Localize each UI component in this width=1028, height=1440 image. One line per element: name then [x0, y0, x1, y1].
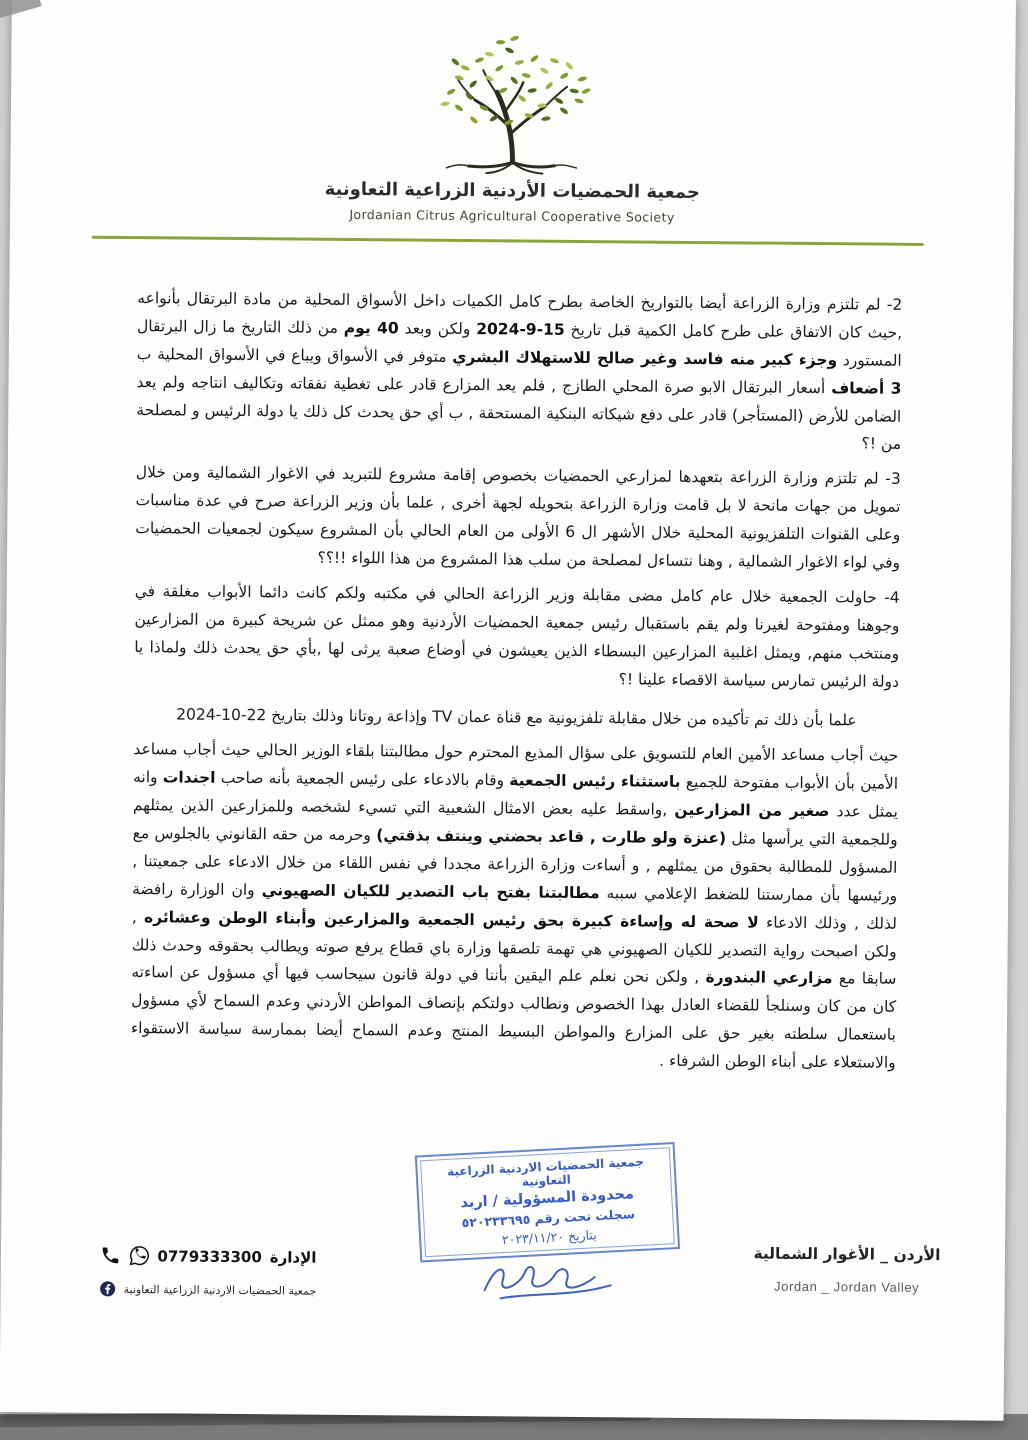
paragraph: حيث أجاب مساعد الأمين العام للتسويق على سؤال المذيع المحترم حول مطالبتنا بلقاء الوزير الحالي حيث أجاب مساعد الأمين بأن الأبواب مفتوحة للجميع باستثناء رئيس الجمعية وقام بالادعاء على رئيس الجمعية بأنه صاحب اجندات وانه يمثل عدد صغير من المزارعين ,واسقط عليه بعض الامثال الشعبية التي تسيء لشخصه وللمزارعين الذين يمثلهم وللجمعية التي يرأسها مثل (عنزة ولو طارت , قاعد بحضني وينتف بذقتي) وحرمه من حقه القانوني بالجلوس مع المسؤول للمطالبة بحقوق من يمثلهم , و أساءت وزارة الزراعة مجددا في نفس اللقاء من خلال الادعاء على جمعيتنا , ورئيسها بأن ممارستنا للضغط الإعلامي سببه مطالبتنا بفتح باب التصدير للكيان الصهيوني وان الوزارة رافضة لذلك , وذلك الادعاء لا صحة له وإساءة كبيرة بحق رئيس الجمعية والمزارعين وأبناء الوطن وعشائره , ولكن اصبحت رواية التصدير للكيان الصهيوني هي تهمة تلصقها وزارة باي قطاع يرفع صوته ويطالب بحقوقه وحدث ذلك سابقا مع مزارعي البندورة , ولكن نحن نعلم علم اليقين بأننا في دولة قانون سيحاسب فيها أي مسؤول عن اساءته كان من كان وسنلجأ للقضاء العادل بهذا الخصوص ونطالب دولتكم بإنصاف المواطن الأردني وعدم السماح لأي مسؤول باستعمال سلطته بغير حق على المزارع والمواطن البسيط المنتج وعدم السماح أيضا بممارسة سياسة الاستقواء والاستعلاء على أبناء الوطن الشرفاء .	[130, 740, 899, 1072]
whatsapp-icon	[128, 1245, 149, 1266]
registration-stamp	[415, 1142, 680, 1262]
footer-contact-block	[99, 1245, 317, 1300]
body-paragraphs	[3, 238, 1014, 1079]
stamp-registration-number: سجلت تحت رقم ٥٢٠٢٣٣٦٩٥	[461, 1206, 636, 1231]
stamp-inner-border	[420, 1147, 675, 1257]
phone-number: 0779333300	[157, 1246, 262, 1266]
letterhead	[10, 0, 1016, 247]
footer-location-block	[747, 1244, 947, 1295]
facebook-page-label: جمعية الحمضيات الاردنية الزراعية التعاونية	[123, 1282, 317, 1298]
paragraph: علما بأن ذلك تم تأكيده من خلال مقابلة تلفزيونية مع قناة عمان TV وإذاعة روتانا وذلك بتاريخ 22-10-2024	[176, 705, 857, 730]
paragraph: 4- حاولت الجمعية خلال عام كامل مضى مقابلة وزير الزراعة الحالي في مكتبه ولكم كانت دائما الأبواب مغلقة في وجوهنا ومفتوحة لغيرنا ولم يقم باستقبال رئيس جمعية الحمضيات الأردنية وهو ممثل عن شريحة كبيرة من المزارعين ومنتخب منهم, ويمثل اغلبية المزارعين البسطاء الذين يعيشون في أوضاع صعبة يرثى لها ,بأي حق يحدث ذلك ولماذا يا دولة الرئيس تمارس سياسة الاقصاء علينا !؟	[134, 582, 900, 691]
footer-phone-row	[99, 1245, 317, 1268]
location-arabic: الأردن _ الأغوار الشمالية	[753, 1244, 941, 1265]
society-title-arabic: جمعية الحمضيات الأردنية الزراعية التعاونية	[324, 178, 700, 204]
facebook-icon	[99, 1280, 117, 1298]
society-title-english: Jordanian Citrus Agricultural Cooperative Society	[349, 206, 675, 225]
paragraph: 3- لم تلتزم وزارة الزراعة بتعهدها لمزارعي الحمضيات بخصوص إقامة مشروع للتبريد في الاغوار الشمالية ومن خلال تمويل من جهات مانحة لا بل قامت وزارة الزراعة بتحويله لجهة أخرى , علما بأن وزير الزراعة صرح في عدة مناسبات وعلى القنوات التلفزيونية المحلية خلال الأشهر ال 6 الأولى من العام الحالي بأن المشروع سيكون لجمعيات الحمضيات وفي لواء الاغوار الشمالية , وهنا نتساءل لمصلحة من سلب هذا المشروع من هذا اللواء !!؟؟	[135, 463, 901, 572]
admin-label: الإدارة	[269, 1247, 317, 1267]
stamp-liability-line: محدودة المسؤولية / اربد	[460, 1186, 635, 1212]
footer-facebook-row	[99, 1280, 317, 1300]
paragraph: 2- لم تلتزم وزارة الزراعة أيضا بالتواريخ الخاصة بطرح كامل الكميات داخل الأسواق المحلية من مادة البرتقال بأنواعه ,حيث كان الاتفاق على طرح كامل الكمية قبل تاريخ 15-9-2024 ولكن وبعد 40 يوم من ذلك التاريخ ما زال البرتقال المستورد وجزء كبير منه فاسد وغير صالح للاستهلاك البشري متوفر في الأسواق ويباع في الأسواق المحلية ب 3 أضعاف أسعار البرتقال الابو صرة المحلي الطازج , فلم يعد المزارع قادر على تغطية نفقاته وتكاليف انتاجه ولم يعد الضامن للأرض (المستأجر) قادر على دفع شيكاته البنكية المستحقة , ب أي حق يحدث كل ذلك يا دولة الرئيس و لمصلحة من !؟	[136, 289, 903, 454]
phone-icon	[99, 1245, 120, 1266]
olive-tree-logo-icon	[402, 33, 623, 175]
stamp-registration-date: بتاريخ ٢٠٢٣/١١/٢٠	[501, 1227, 597, 1248]
logo-leaves	[440, 34, 592, 126]
stamp-society-name: جمعية الحمضيات الاردنية الزراعية التعاونية	[446, 1154, 645, 1190]
location-english: Jordan _ Jordan Valley	[774, 1278, 920, 1295]
handwritten-signature	[470, 1250, 641, 1315]
